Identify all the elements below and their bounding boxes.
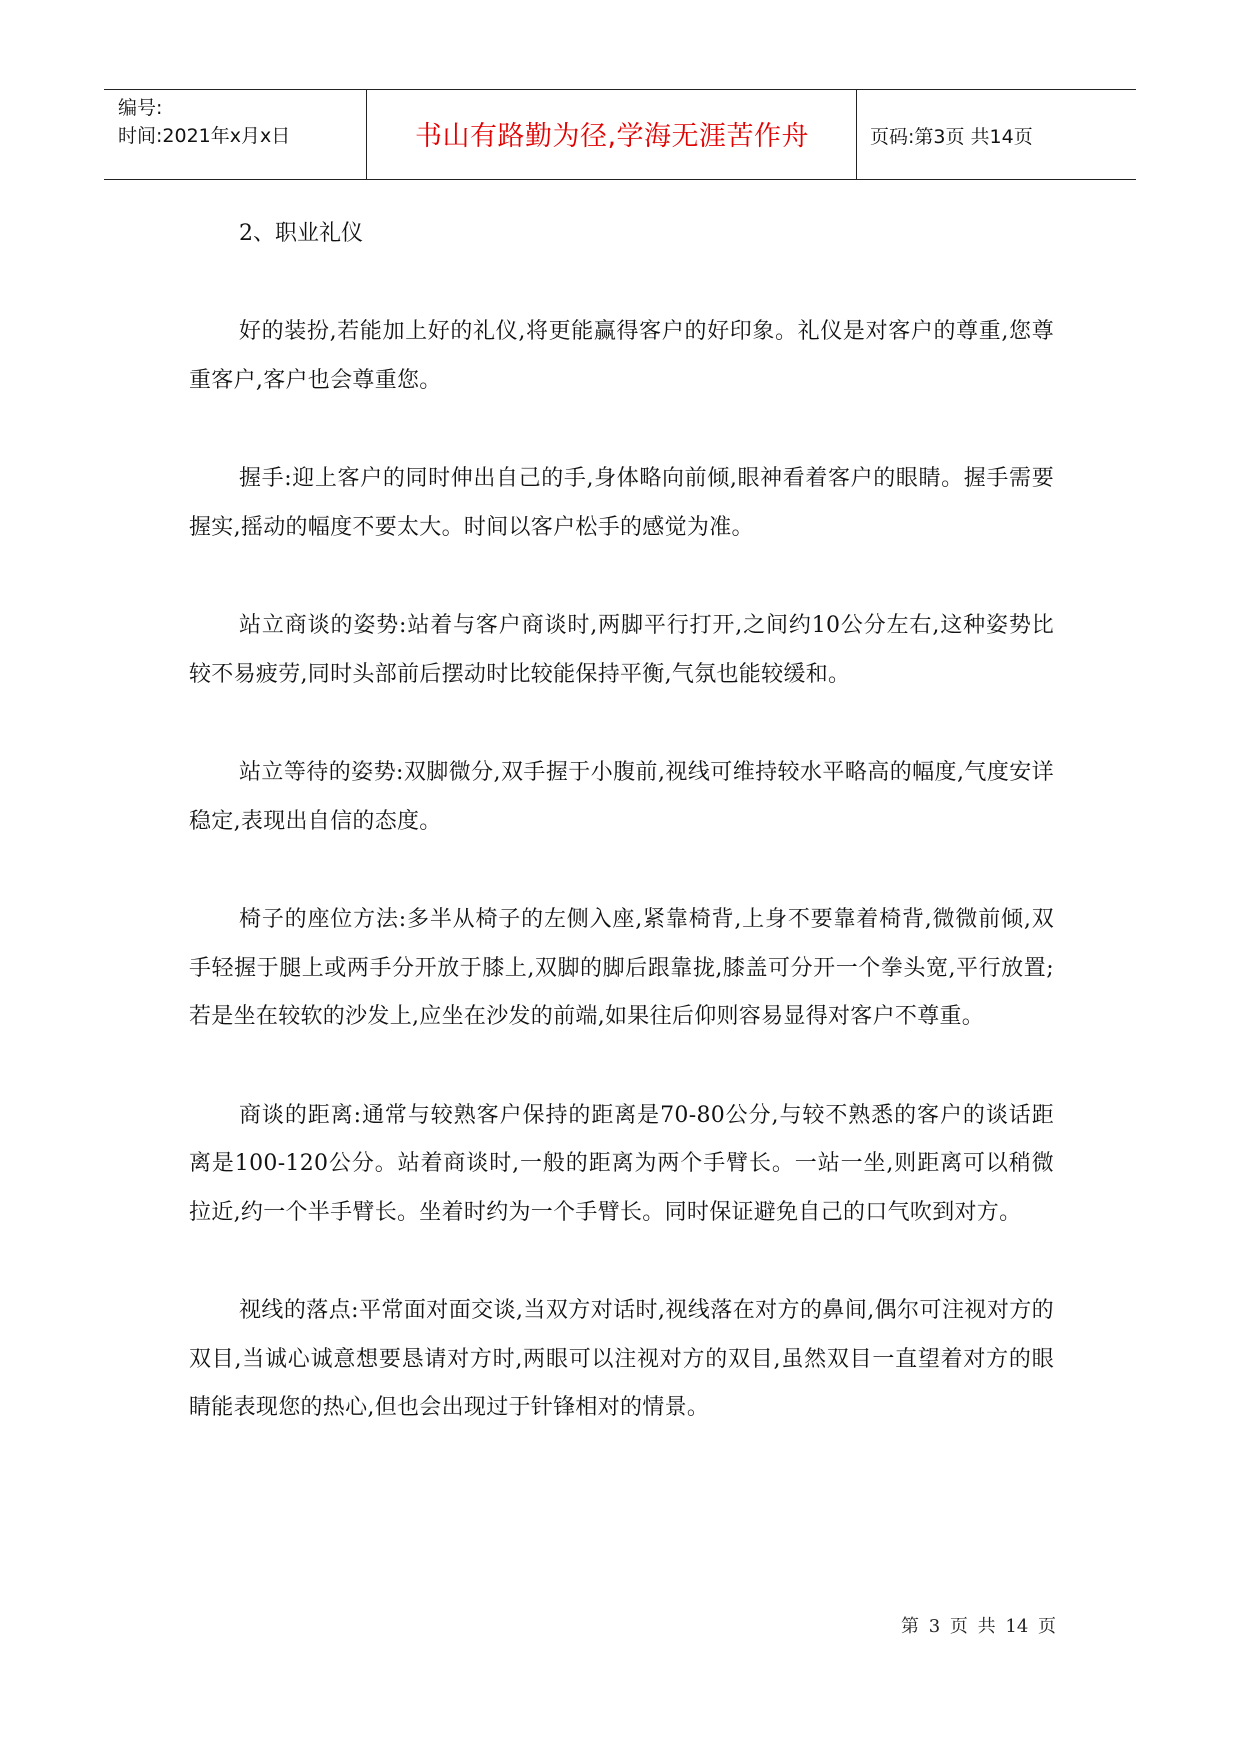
paragraph-seating-method: 椅子的座位方法:多半从椅子的左侧入座,紧靠椅背,上身不要靠着椅背,微微前倾,双手轻握于腿上或两手分开放于膝上,双脚的脚后跟靠拢,膝盖可分开一个拳头宽,平行放置;若是坐在较软的沙发上,应坐在沙发的前端,如果往后仰则容易显得对客户不尊重。 <box>189 907 1054 1029</box>
paragraph-talking-distance: 商谈的距离:通常与较熟客户保持的距离是70-80公分,与较不熟悉的客户的谈话距离是100-120公分。站着商谈时,一般的距离为两个手臂长。一站一坐,则距离可以稍微拉近,约一个半手臂长。坐着时约为一个手臂长。同时保证避免自己的口气吹到对方。 <box>189 1102 1054 1225</box>
paragraph-standing-talk-posture: 站立商谈的姿势:站着与客户商谈时,两脚平行打开,之间约10公分左右,这种姿势比较不易疲劳,同时头部前后摆动时比较能保持平衡,气氛也能较缓和。 <box>189 613 1054 687</box>
paragraph-handshake: 握手:迎上客户的同时伸出自己的手,身体略向前倾,眼神看着客户的眼睛。握手需要握实,摇动的幅度不要太大。时间以客户松手的感觉为准。 <box>189 466 1054 540</box>
document-body <box>189 210 1054 1433</box>
header-page-info: 页码:第3页 共14页 <box>870 126 1033 148</box>
header-divider <box>366 90 367 179</box>
header-meta <box>118 94 368 150</box>
page-footer-number: 第 3 页 共 14 页 <box>901 1616 1056 1637</box>
header-divider <box>856 90 857 179</box>
page-header <box>104 89 1136 180</box>
section-title: 2、职业礼仪 <box>239 221 363 246</box>
paragraph-appearance-etiquette: 好的装扮,若能加上好的礼仪,将更能赢得客户的好印象。礼仪是对客户的尊重,您尊重客户,客户也会尊重您。 <box>189 319 1054 393</box>
paragraph-standing-wait-posture: 站立等待的姿势:双脚微分,双手握于小腹前,视线可维持较水平略高的幅度,气度安详稳定,表现出自信的态度。 <box>189 760 1054 834</box>
paragraph-gaze-point: 视线的落点:平常面对面交谈,当双方对话时,视线落在对方的鼻间,偶尔可注视对方的双目,当诚心诚意想要恳请对方时,两眼可以注视对方的双目,虽然双目一直望着对方的眼睛能表现您的热心,但也会出现过于针锋相对的情景。 <box>189 1298 1054 1420</box>
document-date: 时间:2021年x月x日 <box>118 125 291 147</box>
header-motto: 书山有路勤为径,学海无涯苦作舟 <box>414 121 810 152</box>
document-number-label: 编号: <box>118 97 163 119</box>
